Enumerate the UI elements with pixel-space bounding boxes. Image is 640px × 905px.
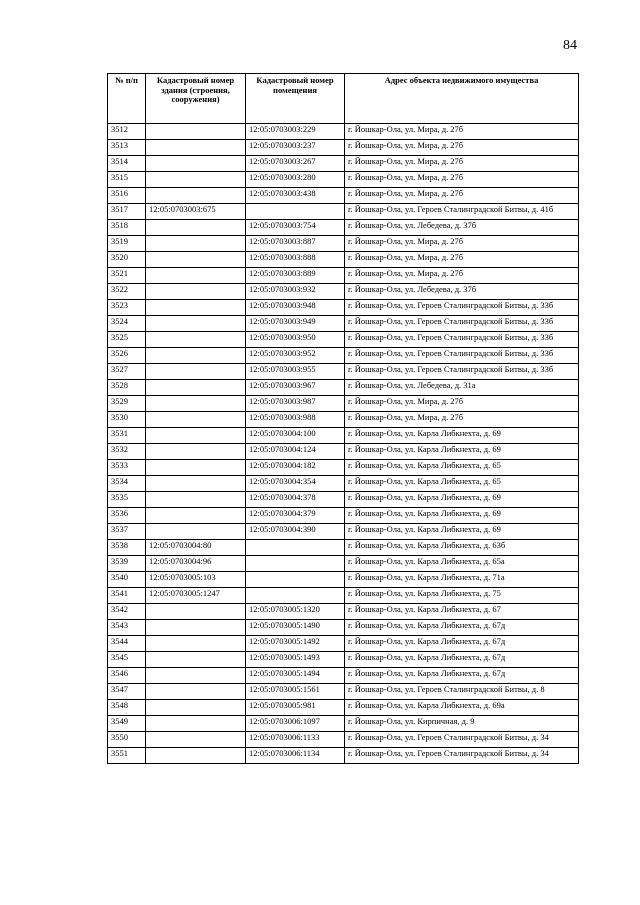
row-number-cell: 3530 [108, 412, 146, 428]
table-row [108, 124, 579, 140]
address-cell: г. Йошкар-Ола, ул. Карла Либкнехта, д. 67д [345, 620, 579, 636]
table-row [108, 604, 579, 620]
building-cadastral-number-cell [146, 396, 246, 412]
row-number-cell: 3540 [108, 572, 146, 588]
row-number-cell: 3523 [108, 300, 146, 316]
room-cadastral-number-cell: 12:05:0703003:280 [246, 172, 345, 188]
room-cadastral-number-cell: 12:05:0703004:354 [246, 476, 345, 492]
room-cadastral-number-cell: 12:05:0703005:1493 [246, 652, 345, 668]
building-cadastral-number-cell: 12:05:0703005:103 [146, 572, 246, 588]
building-cadastral-number-cell [146, 300, 246, 316]
building-cadastral-number-cell [146, 460, 246, 476]
table-row [108, 316, 579, 332]
row-number-cell: 3543 [108, 620, 146, 636]
room-cadastral-number-cell [246, 556, 345, 572]
table-row [108, 620, 579, 636]
building-cadastral-number-cell [146, 508, 246, 524]
table-row [108, 348, 579, 364]
room-cadastral-number-cell [246, 572, 345, 588]
row-number-cell: 3528 [108, 380, 146, 396]
room-cadastral-number-cell: 12:05:0703004:378 [246, 492, 345, 508]
row-number-cell: 3533 [108, 460, 146, 476]
table-row [108, 748, 579, 764]
address-cell: г. Йошкар-Ола, ул. Карла Либкнехта, д. 65 [345, 476, 579, 492]
row-number-cell: 3531 [108, 428, 146, 444]
room-cadastral-number-cell: 12:05:0703003:887 [246, 236, 345, 252]
building-cadastral-number-cell [146, 188, 246, 204]
row-number-cell: 3545 [108, 652, 146, 668]
table-row [108, 252, 579, 268]
table-row [108, 428, 579, 444]
address-cell: г. Йошкар-Ола, ул. Карла Либкнехта, д. 75 [345, 588, 579, 604]
address-cell: г. Йошкар-Ола, ул. Мира, д. 27б [345, 172, 579, 188]
row-number-cell: 3536 [108, 508, 146, 524]
building-cadastral-number-cell [146, 748, 246, 764]
address-cell: г. Йошкар-Ола, ул. Мира, д. 27б [345, 140, 579, 156]
row-number-cell: 3550 [108, 732, 146, 748]
row-number-cell: 3534 [108, 476, 146, 492]
row-number-cell: 3544 [108, 636, 146, 652]
table-row [108, 236, 579, 252]
building-cadastral-number-cell [146, 620, 246, 636]
room-cadastral-number-cell: 12:05:0703004:100 [246, 428, 345, 444]
building-cadastral-number-cell [146, 636, 246, 652]
room-cadastral-number-cell: 12:05:0703003:952 [246, 348, 345, 364]
room-cadastral-number-cell: 12:05:0703005:1492 [246, 636, 345, 652]
address-cell: г. Йошкар-Ола, ул. Героев Сталинградской Битвы, д. 34 [345, 748, 579, 764]
page-number: 84 [563, 38, 577, 53]
table-body [108, 124, 579, 764]
room-cadastral-number-cell: 12:05:0703005:1490 [246, 620, 345, 636]
building-cadastral-number-cell [146, 444, 246, 460]
room-cadastral-number-cell: 12:05:0703003:988 [246, 412, 345, 428]
address-cell: г. Йошкар-Ола, ул. Карла Либкнехта, д. 69а [345, 700, 579, 716]
row-number-cell: 3539 [108, 556, 146, 572]
row-number-cell: 3535 [108, 492, 146, 508]
table-row [108, 524, 579, 540]
address-cell: г. Йошкар-Ола, ул. Героев Сталинградской Битвы, д. 33б [345, 348, 579, 364]
building-cadastral-number-cell [146, 684, 246, 700]
address-cell: г. Йошкар-Ола, ул. Карла Либкнехта, д. 69 [345, 508, 579, 524]
address-cell: г. Йошкар-Ола, ул. Лебедева, д. 37б [345, 284, 579, 300]
table-row [108, 268, 579, 284]
address-cell: г. Йошкар-Ола, ул. Лебедева, д. 37б [345, 220, 579, 236]
building-cadastral-number-cell [146, 524, 246, 540]
table-row [108, 540, 579, 556]
table-row [108, 172, 579, 188]
row-number-cell: 3512 [108, 124, 146, 140]
column-header-address: Адрес объекта недвижимого имущества [345, 74, 579, 124]
room-cadastral-number-cell: 12:05:0703003:229 [246, 124, 345, 140]
building-cadastral-number-cell [146, 428, 246, 444]
room-cadastral-number-cell: 12:05:0703003:948 [246, 300, 345, 316]
room-cadastral-number-cell: 12:05:0703005:1494 [246, 668, 345, 684]
row-number-cell: 3541 [108, 588, 146, 604]
row-number-cell: 3547 [108, 684, 146, 700]
room-cadastral-number-cell: 12:05:0703003:438 [246, 188, 345, 204]
building-cadastral-number-cell [146, 236, 246, 252]
table-row [108, 444, 579, 460]
address-cell: г. Йошкар-Ола, ул. Карла Либкнехта, д. 65а [345, 556, 579, 572]
building-cadastral-number-cell [146, 284, 246, 300]
row-number-cell: 3527 [108, 364, 146, 380]
building-cadastral-number-cell [146, 124, 246, 140]
building-cadastral-number-cell [146, 604, 246, 620]
address-cell: г. Йошкар-Ола, ул. Героев Сталинградской Битвы, д. 33б [345, 332, 579, 348]
address-cell: г. Йошкар-Ола, ул. Карла Либкнехта, д. 69 [345, 524, 579, 540]
table-row [108, 364, 579, 380]
row-number-cell: 3546 [108, 668, 146, 684]
address-cell: г. Йошкар-Ола, ул. Лебедева, д. 31а [345, 380, 579, 396]
building-cadastral-number-cell [146, 252, 246, 268]
room-cadastral-number-cell: 12:05:0703003:932 [246, 284, 345, 300]
address-cell: г. Йошкар-Ола, ул. Мира, д. 27б [345, 268, 579, 284]
address-cell: г. Йошкар-Ола, ул. Карла Либкнехта, д. 69 [345, 492, 579, 508]
room-cadastral-number-cell [246, 540, 345, 556]
room-cadastral-number-cell: 12:05:0703003:949 [246, 316, 345, 332]
address-cell: г. Йошкар-Ола, ул. Мира, д. 27б [345, 236, 579, 252]
room-cadastral-number-cell: 12:05:0703006:1134 [246, 748, 345, 764]
table-row [108, 140, 579, 156]
building-cadastral-number-cell: 12:05:0703005:1247 [146, 588, 246, 604]
column-header-number: № п/п [108, 74, 146, 124]
row-number-cell: 3522 [108, 284, 146, 300]
row-number-cell: 3551 [108, 748, 146, 764]
room-cadastral-number-cell: 12:05:0703004:379 [246, 508, 345, 524]
building-cadastral-number-cell: 12:05:0703004:96 [146, 556, 246, 572]
room-cadastral-number-cell [246, 204, 345, 220]
row-number-cell: 3519 [108, 236, 146, 252]
address-cell: г. Йошкар-Ола, ул. Мира, д. 27б [345, 124, 579, 140]
room-cadastral-number-cell: 12:05:0703003:955 [246, 364, 345, 380]
table-row [108, 636, 579, 652]
room-cadastral-number-cell [246, 588, 345, 604]
table-row [108, 204, 579, 220]
room-cadastral-number-cell: 12:05:0703005:1320 [246, 604, 345, 620]
address-cell: г. Йошкар-Ола, ул. Карла Либкнехта, д. 67д [345, 652, 579, 668]
address-cell: г. Йошкар-Ола, ул. Героев Сталинградской Битвы, д. 33б [345, 364, 579, 380]
row-number-cell: 3513 [108, 140, 146, 156]
building-cadastral-number-cell [146, 716, 246, 732]
building-cadastral-number-cell [146, 332, 246, 348]
address-cell: г. Йошкар-Ола, ул. Мира, д. 27б [345, 396, 579, 412]
room-cadastral-number-cell: 12:05:0703003:754 [246, 220, 345, 236]
address-cell: г. Йошкар-Ола, ул. Карла Либкнехта, д. 67д [345, 636, 579, 652]
room-cadastral-number-cell: 12:05:0703003:888 [246, 252, 345, 268]
address-cell: г. Йошкар-Ола, ул. Героев Сталинградской Битвы, д. 34 [345, 732, 579, 748]
address-cell: г. Йошкар-Ола, ул. Героев Сталинградской Битвы, д. 8 [345, 684, 579, 700]
table-row [108, 556, 579, 572]
address-cell: г. Йошкар-Ола, ул. Карла Либкнехта, д. 69 [345, 428, 579, 444]
row-number-cell: 3518 [108, 220, 146, 236]
table-row [108, 188, 579, 204]
table-row [108, 300, 579, 316]
table-row [108, 332, 579, 348]
address-cell: г. Йошкар-Ола, ул. Героев Сталинградской Битвы, д. 33б [345, 300, 579, 316]
room-cadastral-number-cell: 12:05:0703003:987 [246, 396, 345, 412]
building-cadastral-number-cell [146, 220, 246, 236]
row-number-cell: 3548 [108, 700, 146, 716]
table-row [108, 156, 579, 172]
building-cadastral-number-cell [146, 156, 246, 172]
row-number-cell: 3515 [108, 172, 146, 188]
building-cadastral-number-cell [146, 380, 246, 396]
address-cell: г. Йошкар-Ола, ул. Карла Либкнехта, д. 65 [345, 460, 579, 476]
room-cadastral-number-cell: 12:05:0703003:267 [246, 156, 345, 172]
column-header-building-cadastral: Кадастровый номер здания (строения, сооружения) [146, 74, 246, 124]
room-cadastral-number-cell: 12:05:0703003:237 [246, 140, 345, 156]
property-registry-table [107, 73, 579, 764]
table-row [108, 460, 579, 476]
building-cadastral-number-cell [146, 492, 246, 508]
building-cadastral-number-cell [146, 316, 246, 332]
address-cell: г. Йошкар-Ола, ул. Мира, д. 27б [345, 156, 579, 172]
building-cadastral-number-cell [146, 700, 246, 716]
row-number-cell: 3514 [108, 156, 146, 172]
column-header-room-cadastral: Кадастровый номер помещения [246, 74, 345, 124]
room-cadastral-number-cell: 12:05:0703003:967 [246, 380, 345, 396]
building-cadastral-number-cell [146, 348, 246, 364]
room-cadastral-number-cell: 12:05:0703005:981 [246, 700, 345, 716]
table-row [108, 652, 579, 668]
table-row [108, 668, 579, 684]
building-cadastral-number-cell [146, 668, 246, 684]
building-cadastral-number-cell [146, 172, 246, 188]
address-cell: г. Йошкар-Ола, ул. Карла Либкнехта, д. 67 [345, 604, 579, 620]
table-row [108, 588, 579, 604]
address-cell: г. Йошкар-Ола, ул. Карла Либкнехта, д. 63б [345, 540, 579, 556]
address-cell: г. Йошкар-Ола, ул. Карла Либкнехта, д. 71а [345, 572, 579, 588]
building-cadastral-number-cell [146, 412, 246, 428]
table-row [108, 700, 579, 716]
table-row [108, 684, 579, 700]
row-number-cell: 3537 [108, 524, 146, 540]
table-row [108, 380, 579, 396]
building-cadastral-number-cell: 12:05:0703004:80 [146, 540, 246, 556]
row-number-cell: 3529 [108, 396, 146, 412]
table-row [108, 492, 579, 508]
building-cadastral-number-cell [146, 652, 246, 668]
room-cadastral-number-cell: 12:05:0703003:950 [246, 332, 345, 348]
address-cell: г. Йошкар-Ола, ул. Героев Сталинградской Битвы, д. 41б [345, 204, 579, 220]
row-number-cell: 3516 [108, 188, 146, 204]
row-number-cell: 3521 [108, 268, 146, 284]
room-cadastral-number-cell: 12:05:0703004:390 [246, 524, 345, 540]
row-number-cell: 3517 [108, 204, 146, 220]
table-header-row [108, 74, 579, 124]
building-cadastral-number-cell [146, 364, 246, 380]
room-cadastral-number-cell: 12:05:0703006:1133 [246, 732, 345, 748]
building-cadastral-number-cell [146, 476, 246, 492]
room-cadastral-number-cell: 12:05:0703005:1561 [246, 684, 345, 700]
table-row [108, 412, 579, 428]
room-cadastral-number-cell: 12:05:0703004:124 [246, 444, 345, 460]
table-row [108, 476, 579, 492]
building-cadastral-number-cell: 12:05:0703003:675 [146, 204, 246, 220]
building-cadastral-number-cell [146, 732, 246, 748]
row-number-cell: 3549 [108, 716, 146, 732]
row-number-cell: 3542 [108, 604, 146, 620]
address-cell: г. Йошкар-Ола, ул. Карла Либкнехта, д. 69 [345, 444, 579, 460]
table-row [108, 572, 579, 588]
table-row [108, 508, 579, 524]
address-cell: г. Йошкар-Ола, ул. Мира, д. 27б [345, 188, 579, 204]
table-row [108, 396, 579, 412]
row-number-cell: 3538 [108, 540, 146, 556]
address-cell: г. Йошкар-Ола, ул. Мира, д. 27б [345, 252, 579, 268]
table-row [108, 732, 579, 748]
row-number-cell: 3532 [108, 444, 146, 460]
building-cadastral-number-cell [146, 268, 246, 284]
address-cell: г. Йошкар-Ола, ул. Карла Либкнехта, д. 67д [345, 668, 579, 684]
address-cell: г. Йошкар-Ола, ул. Мира, д. 27б [345, 412, 579, 428]
address-cell: г. Йошкар-Ола, ул. Кирпичная, д. 9 [345, 716, 579, 732]
table-row [108, 220, 579, 236]
address-cell: г. Йошкар-Ола, ул. Героев Сталинградской Битвы, д. 33б [345, 316, 579, 332]
row-number-cell: 3525 [108, 332, 146, 348]
row-number-cell: 3526 [108, 348, 146, 364]
room-cadastral-number-cell: 12:05:0703006:1097 [246, 716, 345, 732]
room-cadastral-number-cell: 12:05:0703004:182 [246, 460, 345, 476]
building-cadastral-number-cell [146, 140, 246, 156]
table-row [108, 716, 579, 732]
table-row [108, 284, 579, 300]
row-number-cell: 3520 [108, 252, 146, 268]
room-cadastral-number-cell: 12:05:0703003:889 [246, 268, 345, 284]
row-number-cell: 3524 [108, 316, 146, 332]
